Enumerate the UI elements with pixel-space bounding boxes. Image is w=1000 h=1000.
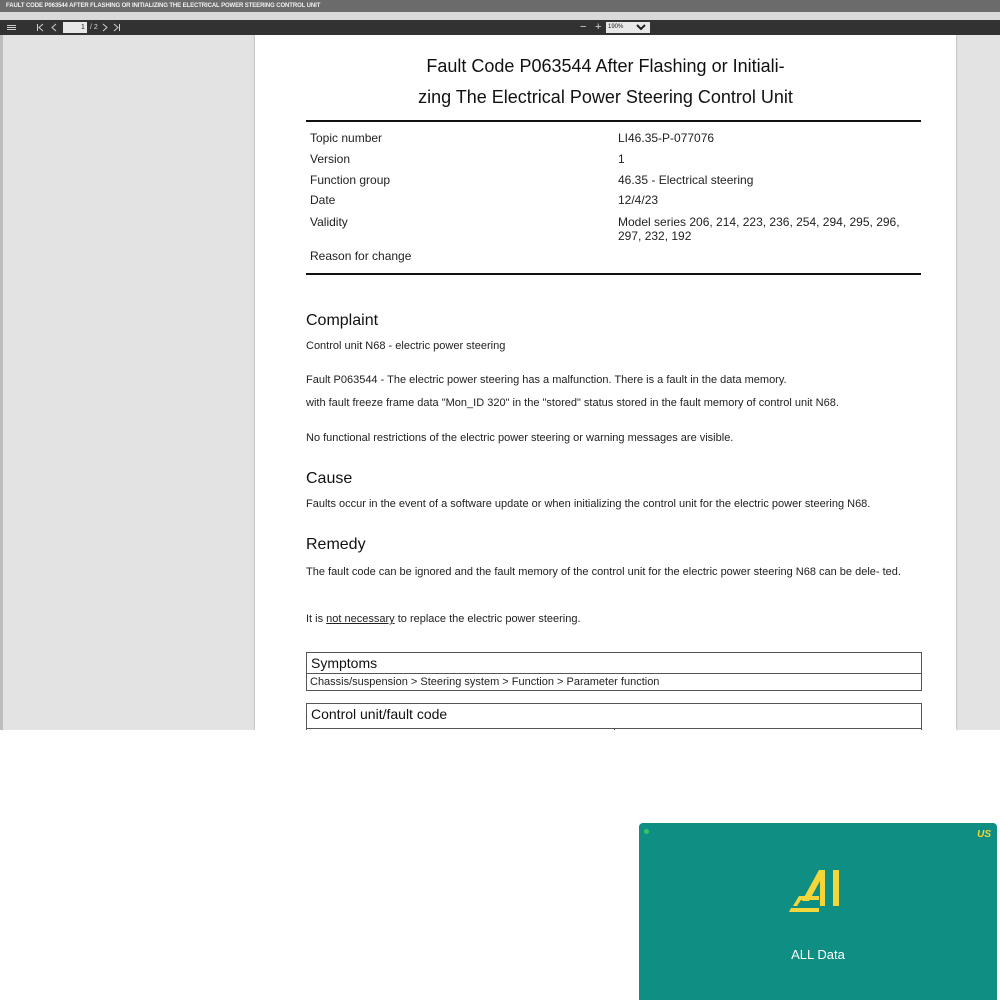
window-title: FAULT CODE P063544 AFTER FLASHING OR INITIALIZING THE ELECTRICAL POWER STEERING CONTROL UNIT <box>0 0 1000 12</box>
complaint-paragraph-4: No functional restrictions of the electric power steering or warning messages are visible. <box>306 432 734 444</box>
pdf-viewer[interactable] <box>0 35 1000 730</box>
first-page-icon[interactable] <box>37 20 45 35</box>
remedy-text-post: to replace the electric power steering. <box>394 613 581 625</box>
symptoms-table <box>306 652 922 691</box>
next-page-icon[interactable] <box>102 20 108 35</box>
previous-page-icon[interactable] <box>51 20 57 35</box>
region-badge: US <box>977 829 991 840</box>
meta-top-rule <box>306 120 921 122</box>
control-unit-column-divider <box>614 728 615 730</box>
complaint-paragraph-3: with fault freeze frame data "Mon_ID 320" in the "stored" status stored in the fault memory of control unit N68. <box>306 397 839 409</box>
cause-paragraph: Faults occur in the event of a software update or when initializing the control unit for the electric power steering N68. <box>306 498 871 510</box>
meta-value-validity: Model series 206, 214, 223, 236, 254, 294, 295, 296, 297, 232, 192 <box>618 215 900 243</box>
page-current: 1 <box>81 24 85 31</box>
pdf-toolbar <box>0 20 1000 35</box>
document-title-line-2: zing The Electrical Power Steering Control Unit <box>418 87 793 107</box>
meta-label-version: Version <box>310 152 351 166</box>
status-dot <box>644 829 649 834</box>
meta-label-topic-number: Topic number <box>310 131 383 145</box>
document-title-line-1: Fault Code P063544 After Flashing or Initiali- <box>426 56 785 76</box>
viewer-left-border <box>0 35 3 730</box>
zoom-out-button[interactable]: − <box>580 21 587 33</box>
meta-bottom-rule <box>306 273 921 275</box>
meta-label-function-group: Function group <box>310 173 391 187</box>
hamburger-icon[interactable] <box>7 20 16 35</box>
meta-label-date: Date <box>310 193 336 207</box>
symptoms-heading: Symptoms <box>311 655 378 671</box>
alldata-card[interactable] <box>639 823 997 1000</box>
meta-value-date: 12/4/23 <box>618 193 659 207</box>
title-gap <box>0 12 1000 20</box>
page-total: / 2 <box>90 24 98 31</box>
complaint-heading: Complaint <box>306 312 379 329</box>
remedy-text-underlined: not necessary <box>326 613 395 625</box>
remedy-text-pre: It is <box>306 613 327 625</box>
remedy-heading: Remedy <box>306 536 366 553</box>
complaint-paragraph-2: Fault P063544 - The electric power steering has a malfunction. There is a fault in the data memory. <box>306 374 787 386</box>
meta-value-version: 1 <box>618 152 625 166</box>
meta-label-validity: Validity <box>310 215 348 229</box>
cause-heading: Cause <box>306 470 353 487</box>
meta-value-topic-number: LI46.35-P-077076 <box>618 131 715 145</box>
last-page-icon[interactable] <box>113 20 121 35</box>
alldata-logo-icon <box>789 868 849 913</box>
meta-label-reason-for-change: Reason for change <box>310 249 412 263</box>
meta-value-function-group: 46.35 - Electrical steering <box>618 173 754 187</box>
control-unit-heading: Control unit/fault code <box>311 706 448 722</box>
complaint-paragraph-1: Control unit N68 - electric power steering <box>306 340 506 352</box>
zoom-value: 190% <box>608 24 624 30</box>
control-unit-table <box>306 703 922 730</box>
zoom-in-button[interactable]: + <box>595 21 602 33</box>
pdf-page <box>255 35 956 730</box>
chevron-down-icon[interactable] <box>636 20 646 35</box>
remedy-paragraph-2 <box>306 613 921 626</box>
remedy-paragraph-1: The fault code can be ignored and the fault memory of the control unit for the electric power steering N68 can be dele- ted. <box>306 566 901 578</box>
card-label: ALL Data <box>791 947 845 962</box>
symptoms-row: Chassis/suspension > Steering system > Function > Parameter function <box>307 673 921 690</box>
